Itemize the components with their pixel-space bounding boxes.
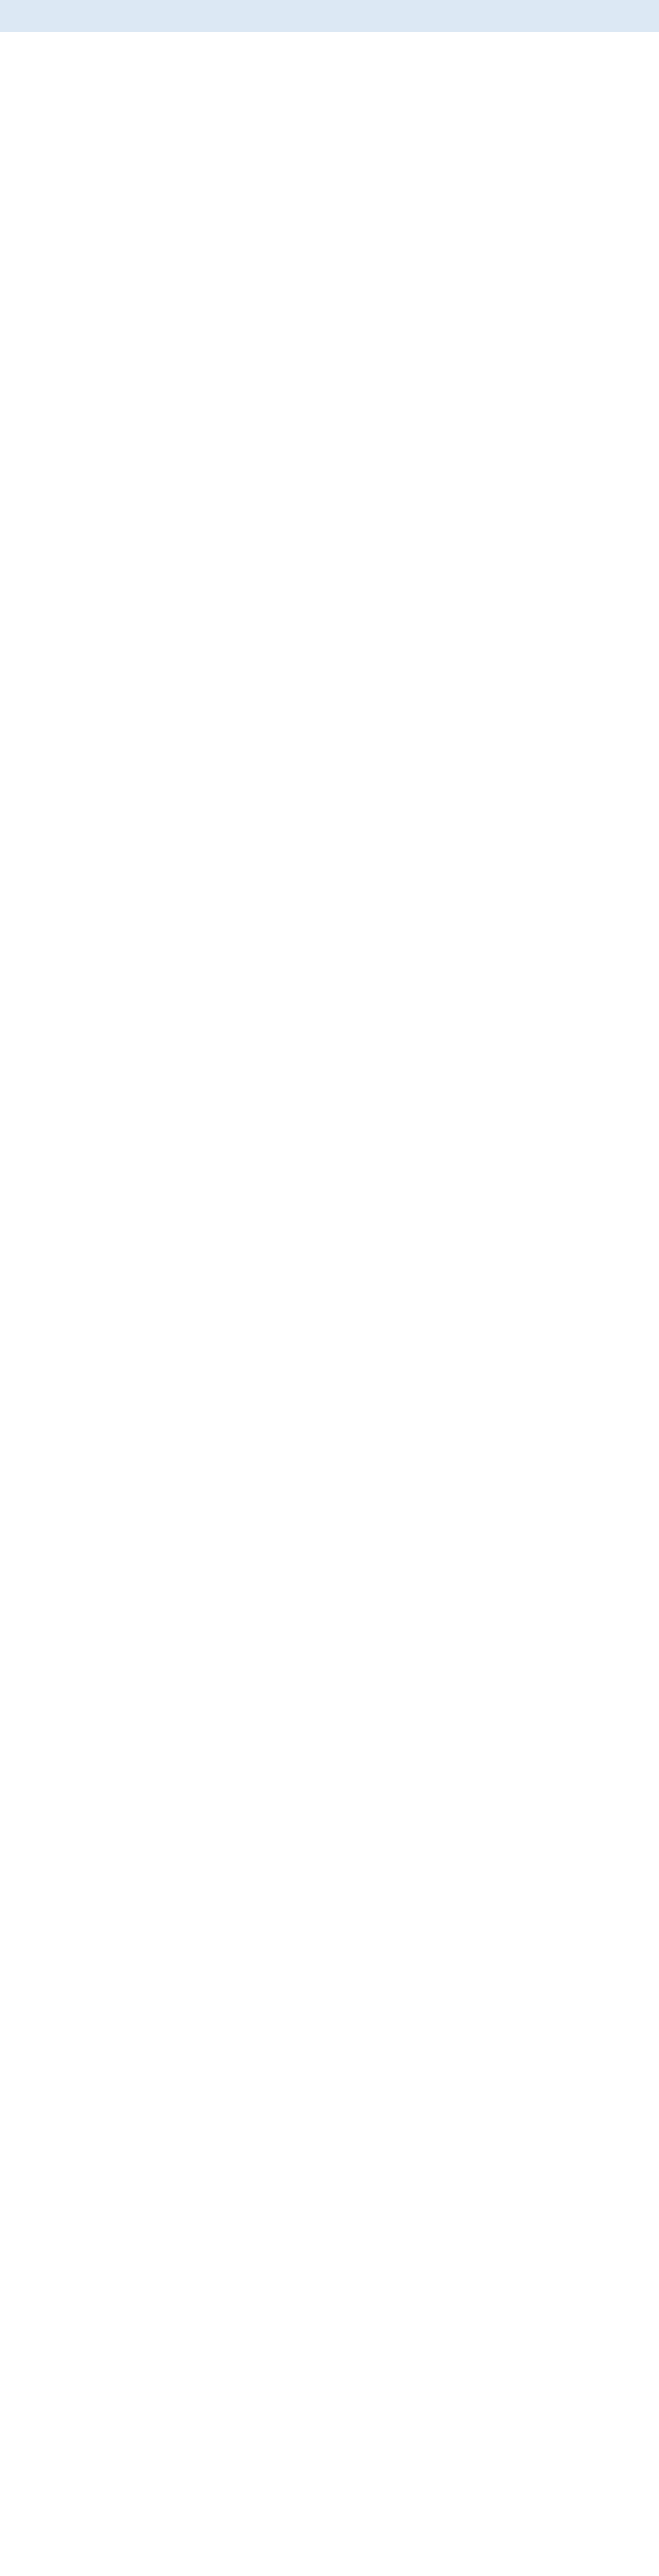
section-separator bbox=[0, 0, 659, 32]
